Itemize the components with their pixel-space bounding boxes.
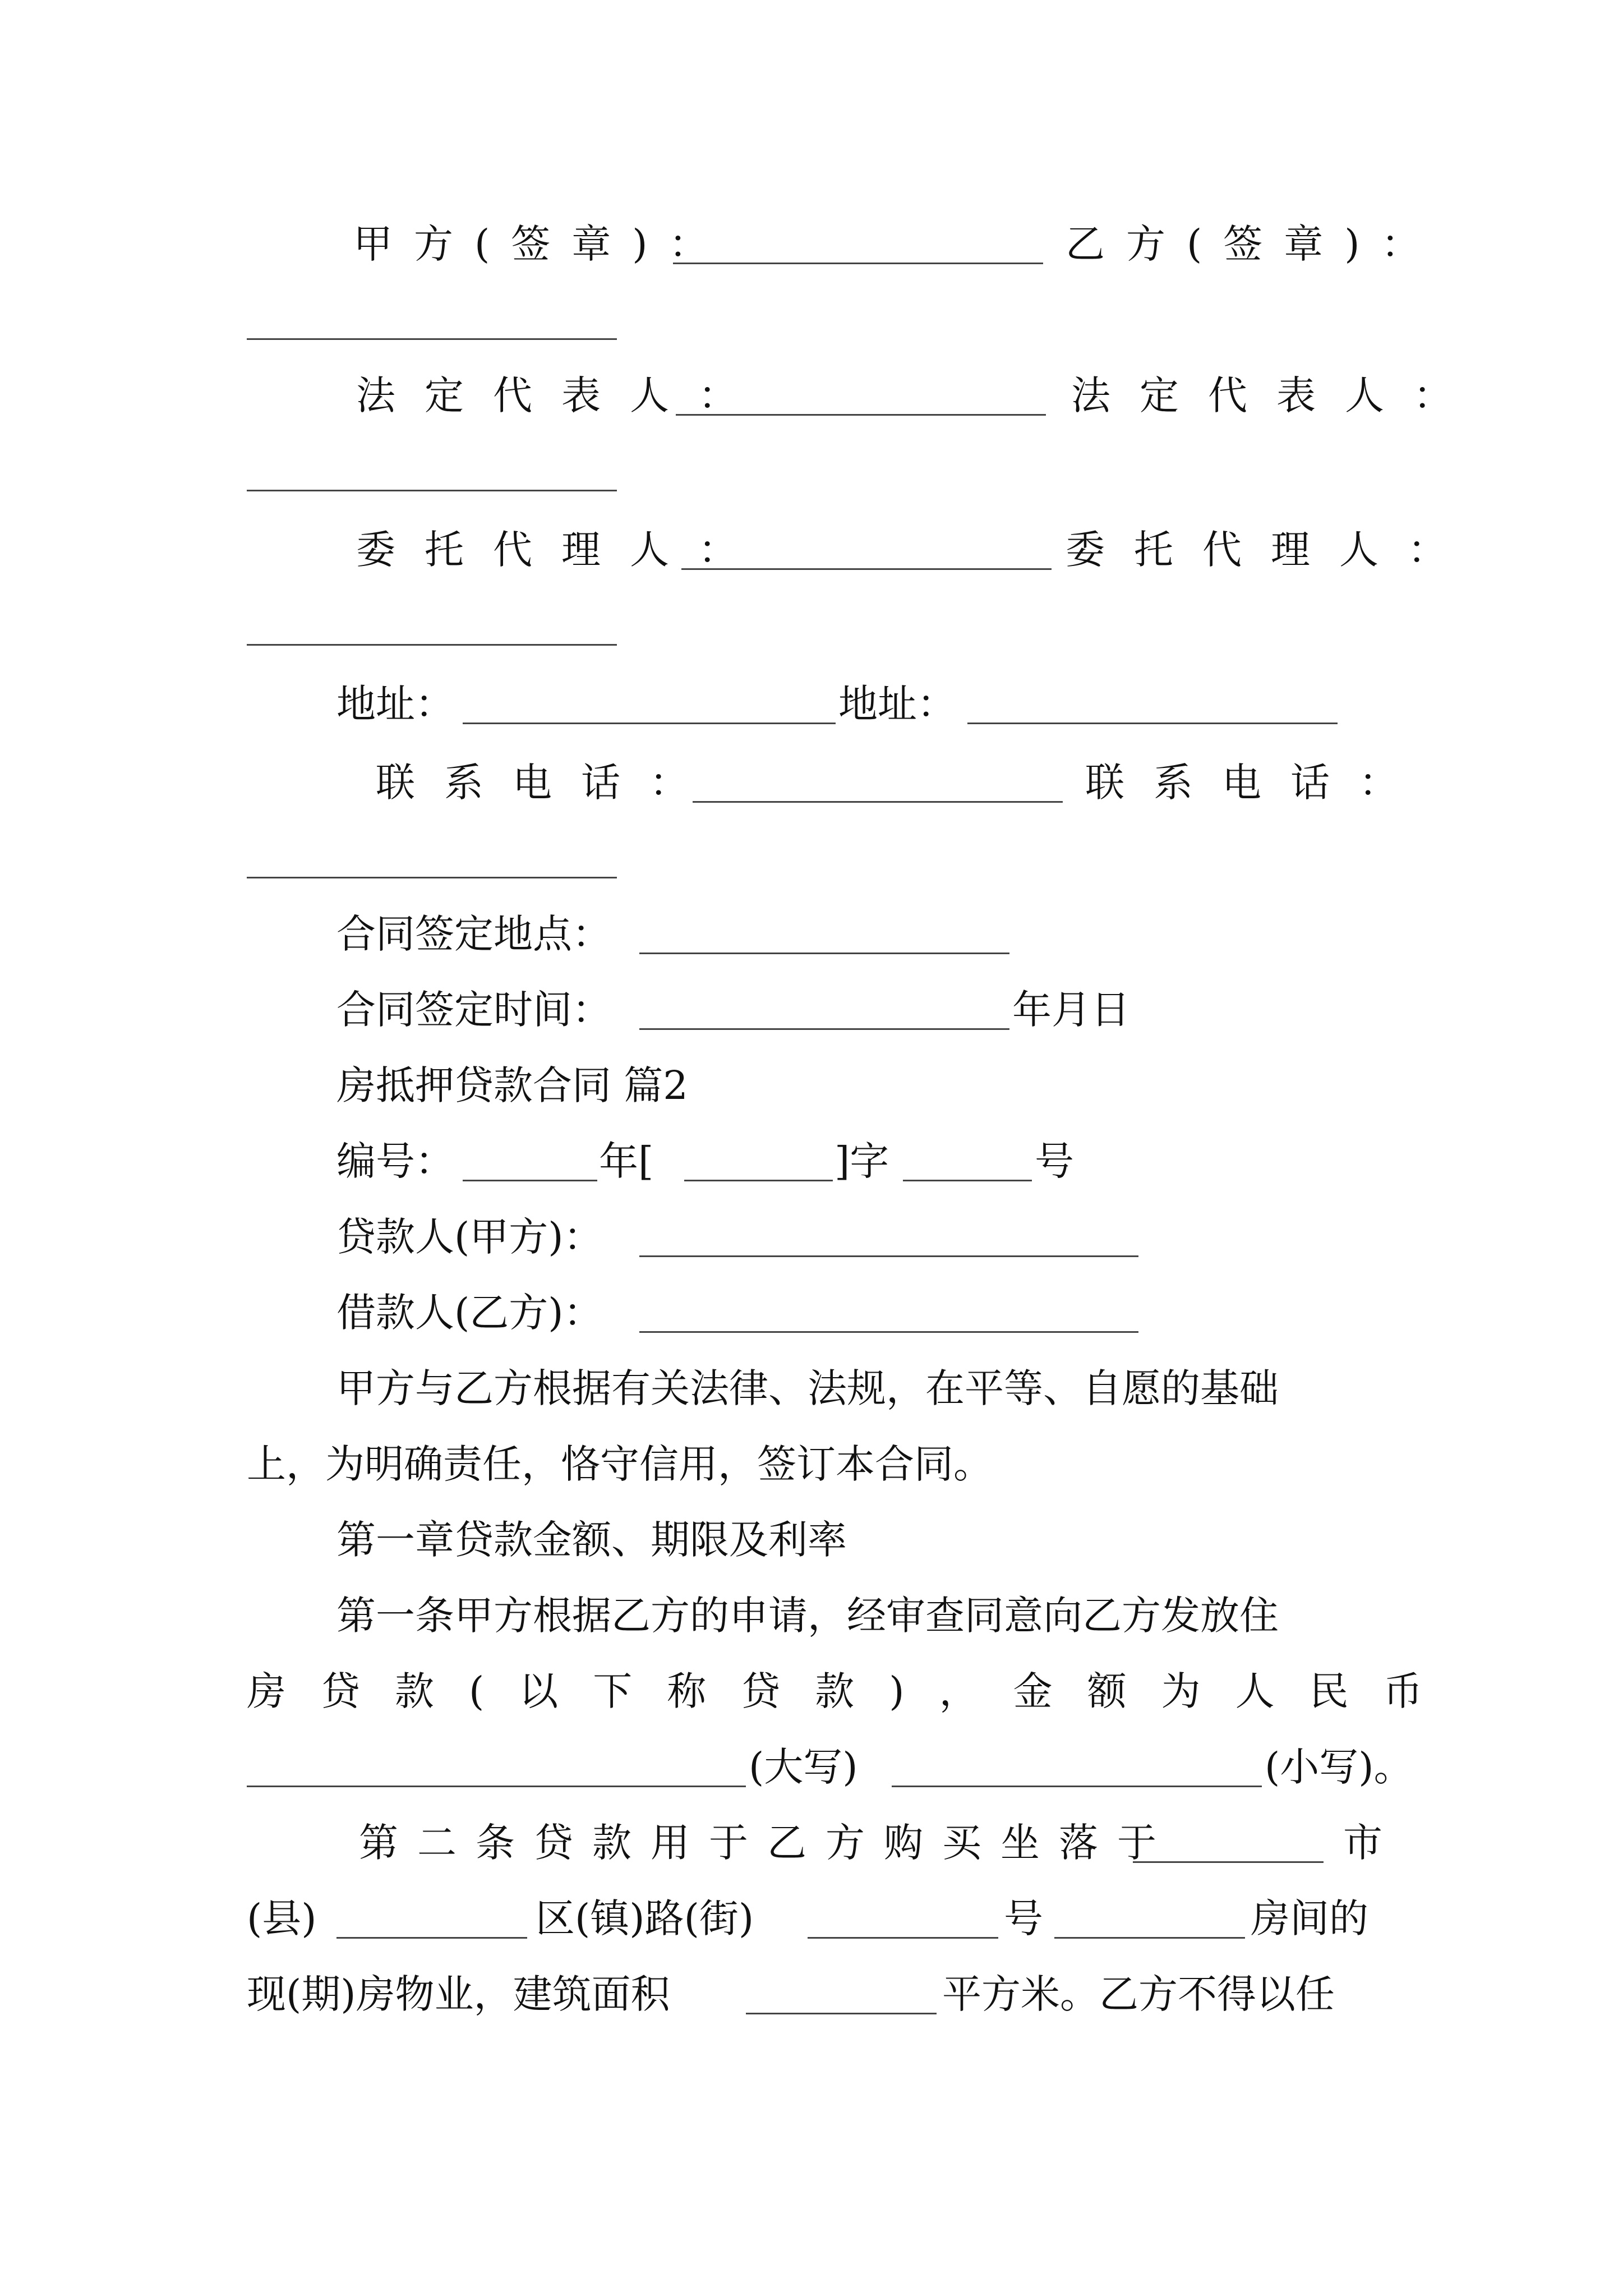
article2-text-3b: 平方米。乙方不得以任 xyxy=(942,1971,1335,2017)
intro-line-2 xyxy=(0,1433,1623,1495)
city-blank xyxy=(1133,1861,1324,1863)
amount-lower-blank xyxy=(892,1786,1262,1787)
article1-line-2 xyxy=(0,1660,1623,1722)
address-a-label: 地址： xyxy=(336,681,454,727)
contract2-heading: 房抵押贷款合同 篇2 xyxy=(336,1062,688,1108)
phone-a-blank xyxy=(693,801,1063,803)
legal-rep-b-label: 法定代表人： xyxy=(1071,372,1482,418)
article2-line-2 xyxy=(0,1888,1623,1949)
contract-number-row xyxy=(0,1130,1623,1192)
contract2-heading-row xyxy=(0,1055,1623,1116)
article2-line-3 xyxy=(0,1963,1623,2025)
amount-upper-blank xyxy=(247,1786,746,1787)
lender-row xyxy=(0,1206,1623,1268)
article2-district: 区(镇)路(街) xyxy=(536,1895,754,1941)
number-label: 编号： xyxy=(336,1138,454,1184)
article2-no: 号 xyxy=(1004,1895,1043,1941)
sign-time-blank xyxy=(639,1028,1009,1030)
agent-row xyxy=(0,519,1623,581)
phone-b-label: 联系电话： xyxy=(1085,760,1427,806)
article2-text-3a: 现(期)房物业，建筑面积 xyxy=(247,1971,670,2017)
address-b-label: 地址： xyxy=(838,681,956,727)
area-blank xyxy=(746,2013,937,2014)
article2-county: (县) xyxy=(247,1895,317,1941)
number-no-text: 号 xyxy=(1035,1138,1074,1184)
intro-line-1 xyxy=(0,1358,1623,1419)
amount-upper-label: (大写) xyxy=(749,1744,858,1790)
sign-time-label: 合同签定时间： xyxy=(336,987,611,1033)
number-year-text: 年[ xyxy=(599,1138,654,1184)
sign-time-row xyxy=(0,979,1623,1041)
party-a-seal-label: 甲方(签章)： xyxy=(353,221,730,267)
agent-a-label: 委托代理人： xyxy=(356,527,767,573)
article2-line-1 xyxy=(0,1812,1623,1874)
article2-city: 市 xyxy=(1343,1820,1382,1866)
intro-text-2: 上，为明确责任，恪守信用，签订本合同。 xyxy=(247,1441,993,1487)
street-blank xyxy=(808,1937,998,1939)
address-row xyxy=(0,673,1623,735)
sign-place-blank xyxy=(639,953,1009,954)
article1-text-1: 第一条甲方根据乙方的申请，经审查同意向乙方发放住 xyxy=(336,1593,1279,1639)
legal-rep-b-blank xyxy=(247,490,617,491)
number-char-text: ]字 xyxy=(834,1138,889,1184)
phone-b-blank xyxy=(247,877,617,878)
borrower-blank xyxy=(639,1331,1138,1333)
room-blank xyxy=(1054,1937,1245,1939)
article1-line-1 xyxy=(0,1585,1623,1646)
legal-rep-row xyxy=(0,365,1623,426)
article1-line-3 xyxy=(0,1736,1623,1798)
sign-date-suffix: 年月日 xyxy=(1012,987,1130,1033)
chapter1-title: 第一章贷款金额、期限及利率 xyxy=(336,1517,847,1563)
number-char-blank xyxy=(684,1180,833,1181)
party-b-seal-label: 乙方(签章)： xyxy=(1066,221,1442,267)
article2-room: 房间的 xyxy=(1251,1895,1368,1941)
agent-b-blank xyxy=(247,644,617,646)
article2-text-1: 第二条贷款用于乙方购买坐落于 xyxy=(359,1820,1175,1866)
lender-label: 贷款人(甲方)： xyxy=(336,1214,603,1260)
sign-place-row xyxy=(0,903,1623,965)
intro-text-1: 甲方与乙方根据有关法律、法规，在平等、自愿的基础 xyxy=(336,1365,1279,1411)
address-a-blank xyxy=(463,723,836,724)
borrower-row xyxy=(0,1282,1623,1343)
chapter1-row xyxy=(0,1509,1623,1571)
number-no-blank xyxy=(903,1180,1032,1181)
address-b-blank xyxy=(967,723,1338,724)
lender-blank xyxy=(639,1255,1138,1257)
phone-a-label: 联系电话： xyxy=(376,760,718,806)
party-seal-row xyxy=(0,213,1623,275)
party-a-seal-blank xyxy=(673,263,1043,264)
agent-a-blank xyxy=(681,568,1052,570)
number-year-blank xyxy=(463,1180,597,1181)
article1-text-2: 房贷款(以下称贷款)，金额为人民币 xyxy=(247,1668,1458,1714)
legal-rep-a-label: 法定代表人： xyxy=(356,372,767,418)
agent-b-label: 委托代理人： xyxy=(1066,527,1476,573)
amount-lower-label: (小写)。 xyxy=(1265,1744,1413,1790)
county-blank xyxy=(336,1937,527,1939)
sign-place-label: 合同签定地点： xyxy=(336,911,611,957)
borrower-label: 借款人(乙方)： xyxy=(336,1290,603,1336)
legal-rep-a-blank xyxy=(676,414,1046,416)
phone-row xyxy=(0,752,1623,813)
party-b-seal-blank xyxy=(247,338,617,340)
